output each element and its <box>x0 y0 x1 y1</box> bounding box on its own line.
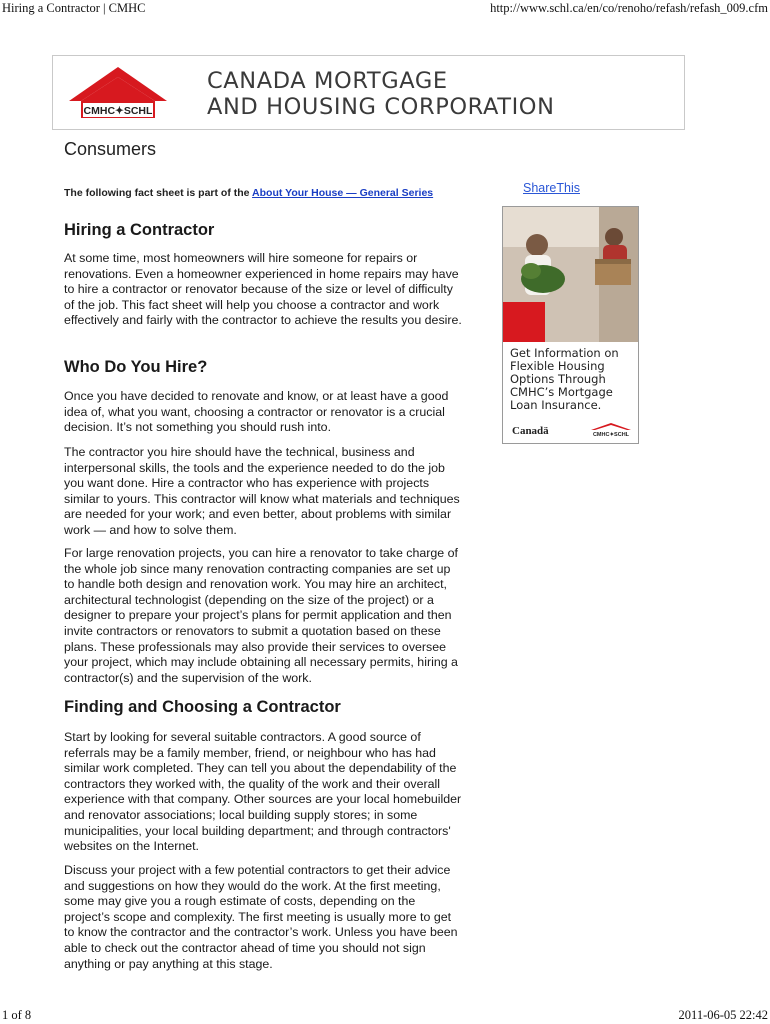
paragraph: The contractor you hire should have the technical, business and interpersonal skills, the tools and the experience needed to do the job you want done. Hire a contractor who has experience with projects similar to yours. This contractor will know what materials and techniques are needed for your work; and even better, about problems with similar work — and how to solve them. <box>64 445 460 537</box>
cmhc-mini-logo <box>589 422 633 438</box>
paragraph: For large renovation projects, you can hire a renovator to take charge of the whole job since many renovation contracting companies are set up to handle both design and renovation work. You may hire an architect, architectural technologist (depending on the size of the project) or a designer to prepare your project’s plans for permit application and then invite contractors or renovators to submit a quotation based on these plans. These professionals may also provide their services to oversee your project, which may include obtaining all necessary permits, hiring a contractor(s) and the supervision of the work. <box>64 546 458 685</box>
mortgage-insurance-ad[interactable] <box>502 206 639 444</box>
paragraph: Once you have decided to renovate and know, or at least have a good idea of, what you want, choosing a contractor or renovator is a crucial decision. It’s not something you should rush into. <box>64 389 449 435</box>
cmhc-logo-text: CMHC✦SCHL <box>83 105 153 117</box>
ad-headline: Get Information on Flexible Housing Options Through CMHC’s Mortgage Loan Insurance. <box>510 346 619 412</box>
heading-finding-contractor: Finding and Choosing a Contractor <box>64 698 341 716</box>
print-header <box>0 1 770 17</box>
print-page-title: Hiring a Contractor | CMHC <box>2 1 146 15</box>
sharethis-link[interactable]: ShareThis <box>523 181 580 195</box>
article-title: Hiring a Contractor <box>64 221 215 239</box>
cmhc-mini-logo-text: CMHC✦SCHL <box>592 432 630 438</box>
print-timestamp: 2011-06-05 22:42 <box>678 1008 768 1022</box>
page-count: 1 of 8 <box>2 1008 32 1022</box>
banner-line-1: CANADA MORTGAGE <box>207 68 448 94</box>
print-page-url: http://www.schl.ca/en/co/renoho/refash/refash_009.cfm <box>490 1 768 15</box>
series-prefix: The following fact sheet is part of the <box>64 187 253 199</box>
banner-wordmark <box>207 68 555 120</box>
series-link[interactable]: About Your House — General Series <box>252 187 434 199</box>
cmhc-banner[interactable] <box>52 55 685 130</box>
paragraph: Start by looking for several suitable contractors. A good source of referrals may be a family member, friend, or neighbour who has had similar work completed. They can tell you about the dependability of the contractors they worked with, the quality of the work and their overall experience with that company. Other sources are your local homebuilder and renovator associations; local building supply stores; in some municipalities, your local building department; and through contractors' websites on the Internet. <box>64 730 462 854</box>
ad-photo-couple-moving <box>503 207 638 342</box>
canada-wordmark: Canadä <box>512 425 549 437</box>
cmhc-roof-logo <box>67 65 169 121</box>
paragraph: Discuss your project with a few potential contractors to get their advice and suggestions on how they would do the work. At the first meeting, some may give you a rough estimate of costs, depending on the project’s scope and complexity. The first meeting is usually more to get to know the contractor and the contractor’s work. Unless you have been able to check out the contractor ahead of time you should not sign anything or pay anything at this stage. <box>64 863 458 971</box>
heading-who-do-you-hire: Who Do You Hire? <box>64 358 208 376</box>
intro-paragraph: At some time, most homeowners will hire someone for repairs or renovations. Even a homeowner experienced in home repairs may have to hire a contractor or renovator because of the size or level of difficulty of the job. This fact sheet will help you choose a contractor and work effectively and fairly with the contractor to achieve the results you desire. <box>64 251 462 328</box>
series-note <box>64 187 433 199</box>
print-footer <box>0 1008 770 1024</box>
section-title: Consumers <box>64 139 157 159</box>
banner-line-2: AND HOUSING CORPORATION <box>207 94 555 120</box>
